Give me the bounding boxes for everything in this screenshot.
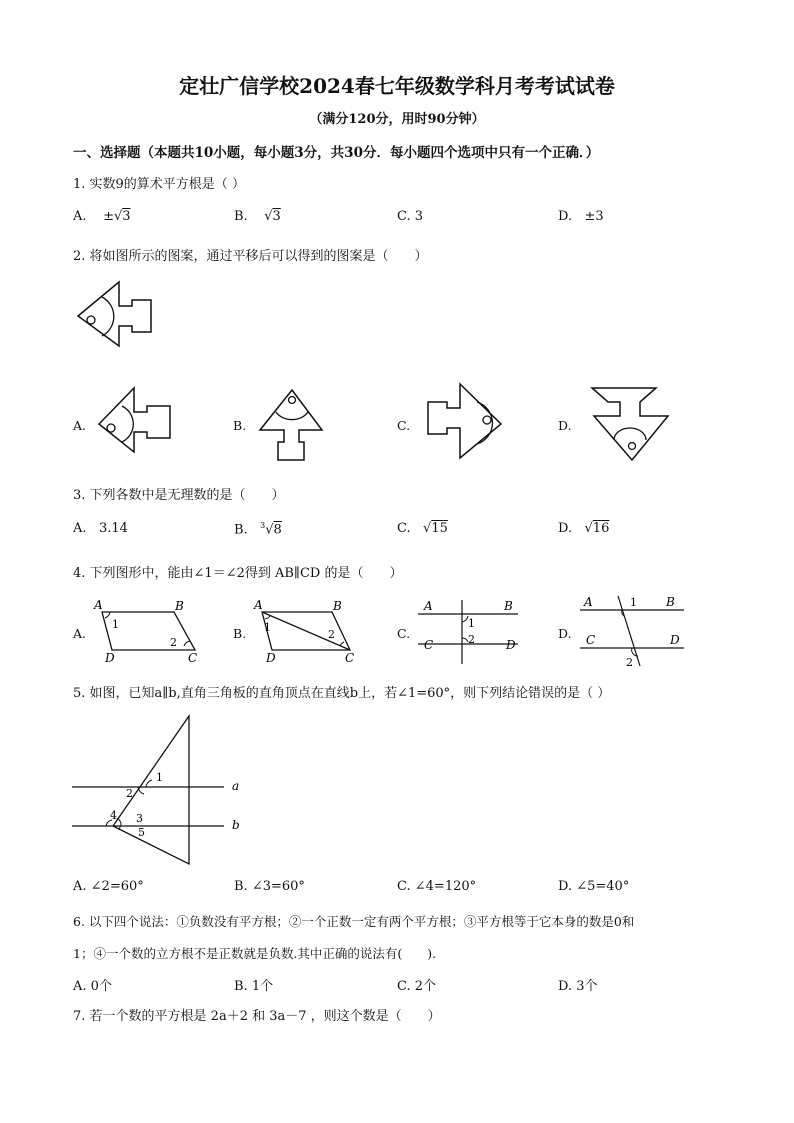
option-text: 3 [414, 209, 424, 224]
question-3-stem: 3. 下列各数中是无理数的是（ ） [73, 488, 285, 503]
fig-letter-c: C [345, 651, 355, 665]
fig-letter-c: C [188, 651, 198, 665]
fig-number-2: 2 [328, 628, 335, 641]
radicand: 15 [431, 521, 448, 536]
angle-label-1: 1 [156, 771, 163, 784]
fig-letter-a: A [584, 595, 593, 609]
q6-option-b [234, 975, 273, 994]
option-text: ±3 [584, 209, 604, 224]
q6-option-a [73, 975, 112, 994]
option-text: ∠4=120° [414, 879, 477, 894]
fig-letter-b: B [504, 599, 513, 613]
option-text: 1个 [251, 979, 274, 994]
option-label: B. [234, 522, 248, 538]
root-index: 3 [260, 521, 266, 530]
option-text: 3个 [576, 979, 598, 994]
q1-option-a [73, 209, 131, 224]
option-label: A. [73, 521, 87, 536]
radicand: 3 [272, 209, 281, 224]
option-label: A. [73, 979, 87, 994]
option-label: B. [234, 209, 248, 224]
q5-triangle-figure [70, 712, 250, 868]
option-label: D. [558, 979, 573, 994]
q3-option-d [558, 521, 609, 536]
fig-letter-d: D [670, 633, 680, 647]
fish-figure-option-b [258, 386, 324, 464]
question-7-stem: 7. 若一个数的平方根是 2a＋2 和 3a－7 ，则这个数是（ ） [73, 1009, 441, 1024]
q5-option-b [234, 879, 305, 894]
line-label-a: a [232, 779, 240, 793]
radical-sign: √ [584, 521, 593, 536]
q4-figure-c [414, 596, 524, 668]
question-4-stem: 4. 下列图形中，能由∠1＝∠2得到 AB∥CD 的是（ ） [73, 566, 403, 581]
option-label: C. [397, 879, 411, 894]
fig-letter-c: C [424, 638, 434, 652]
angle-label-3: 3 [136, 812, 143, 825]
option-label: D. [558, 209, 573, 224]
option-label: C. [397, 209, 411, 224]
option-label: D. [558, 521, 573, 536]
section-heading: 一、选择题（本题共10小题，每小题3分，共30分．每小题四个选项中只有一个正确．） [73, 145, 600, 161]
q4-option-a-label: A. [73, 626, 87, 641]
q4-option-c-label: C. [397, 626, 411, 641]
q4-figure-a [90, 598, 205, 666]
q3-option-b [234, 521, 282, 537]
fig-letter-a: A [254, 598, 263, 612]
fig-number-2: 2 [170, 636, 177, 649]
question-1-stem: 1. 实数9的算术平方根是（ ） [73, 177, 245, 192]
q1-option-b [234, 209, 281, 224]
exam-subtitle: （满分120分，用时90分钟） [309, 112, 485, 127]
question-5-stem: 5. 如图，已知a∥b,直角三角板的直角顶点在直线b上，若∠1=60°，则下列结论错误的是（ ） [73, 686, 611, 701]
angle-label-2: 2 [126, 787, 133, 800]
option-text: ∠3=60° [251, 879, 305, 894]
fig-number-1: 1 [112, 618, 119, 631]
q5-option-d [558, 879, 629, 894]
radical-sign: ±√ [103, 209, 123, 224]
radicand: 3 [122, 209, 131, 224]
fig-letter-d: D [266, 651, 276, 665]
fig-letter-d: D [506, 638, 516, 652]
q3-option-a [73, 521, 128, 536]
option-label: B. [234, 879, 248, 894]
q2-option-b-label: B. [233, 418, 247, 433]
fish-figure-option-a [96, 386, 176, 454]
option-text: 3.14 [98, 521, 128, 536]
q5-option-a [73, 879, 144, 894]
fig-letter-a: A [424, 599, 433, 613]
fig-number-2: 2 [626, 656, 633, 669]
fish-figure-option-c [425, 382, 505, 460]
radicand: 8 [273, 522, 282, 538]
fig-letter-b: B [175, 599, 184, 613]
q1-option-d [558, 209, 604, 224]
option-label: C. [397, 521, 411, 536]
option-label: D. [558, 879, 573, 894]
fig-number-1: 1 [264, 621, 271, 634]
q2-option-a-label: A. [73, 418, 87, 433]
fig-number-1: 1 [468, 617, 475, 630]
q2-option-d-label: D. [558, 418, 572, 433]
option-text: ∠2=60° [90, 879, 144, 894]
question-6-stem-line1: 6. 以下四个说法：①负数没有平方根；②一个正数一定有两个平方根；③平方根等于它本身的数是0和 [73, 914, 635, 929]
exam-title: 定壮广信学校2024春七年级数学科月考考试试卷 [179, 74, 615, 98]
option-text: 2个 [414, 979, 437, 994]
question-6-stem-line2: 1；④一个数的立方根不是正数就是负数.其中正确的说法有( ). [73, 946, 437, 961]
fig-number-2: 2 [468, 633, 475, 646]
fig-letter-c: C [586, 633, 596, 647]
q3-option-c [397, 521, 448, 536]
angle-label-5: 5 [138, 826, 145, 839]
fig-letter-b: B [333, 599, 342, 613]
q4-figure-b [250, 598, 365, 666]
radical-sign: √ [265, 522, 274, 538]
option-text: 0个 [90, 979, 112, 994]
q4-figure-d [578, 594, 688, 670]
option-label: C. [397, 979, 411, 994]
fig-number-1: 1 [630, 596, 637, 609]
option-label: A. [73, 209, 87, 224]
q5-option-c [397, 879, 476, 894]
q2-option-c-label: C. [397, 418, 411, 433]
fish-figure-option-d [590, 384, 670, 462]
q4-option-b-label: B. [233, 626, 247, 641]
q1-option-c [397, 209, 423, 224]
option-label: B. [234, 979, 248, 994]
radicand: 16 [592, 521, 610, 536]
option-text: ∠5=40° [576, 879, 630, 894]
question-2-stem: 2. 将如图所示的图案，通过平移后可以得到的图案是（ ） [73, 249, 428, 264]
angle-label-4: 4 [110, 809, 117, 822]
radical-sign: √ [423, 521, 432, 536]
fig-letter-d: D [105, 651, 115, 665]
fig-letter-a: A [94, 598, 103, 612]
q4-option-d-label: D. [558, 626, 572, 641]
line-label-b: b [232, 818, 240, 832]
fig-letter-b: B [666, 595, 675, 609]
q6-option-d [558, 975, 598, 994]
q6-option-c [397, 975, 436, 994]
fish-figure-reference [74, 280, 154, 348]
option-label: A. [73, 879, 87, 894]
radical-sign: √ [264, 209, 273, 224]
